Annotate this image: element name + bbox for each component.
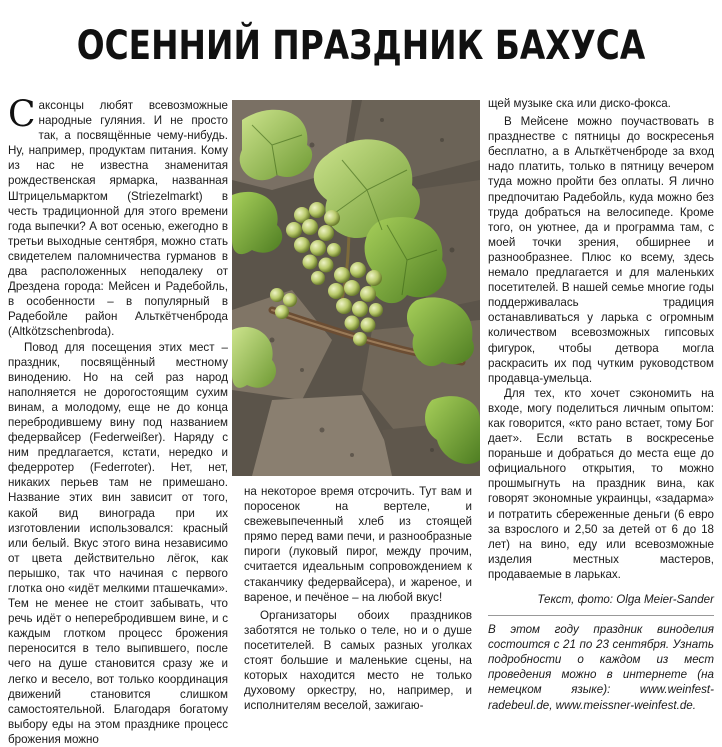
drop-cap: С [8,100,36,130]
paragraph: на некоторое время отсрочить. Тут вам и поросенок на вертеле, и свежевыпеченный хлеб из стоящей прямо перед вами печи, и разнообразные пироги (луковый пирог, между прочим, считается идеальным сопровождением к стаканчику федервайсера), и жареное, и вареное, и печёное – на любой вкус! [244,484,472,605]
article-column-2 [244,484,472,706]
article-title: ОСЕННИЙ ПРАЗДНИК БАХУСА [65,22,657,70]
paragraph-text: аксонцы любят всевозможные народные гуляния. И не просто так, а посвящённые чему-нибудь. Ну, например, продуктам питания. Кому из нас не известна знаменитая рождественская ярмарка, названная Штрицельмарктом (Striezelmarkt) в честь традиционной для этого времени года выпечки? А вот осенью, ежегодно в третьи выходные сентября, можно стать свидетелем паломничества гурманов в два расположенных неподалеку от Дрездена города: Мейсен и Радебойль, в особенности – в популярный в Радебойле район Альткётченброда (Altkötzschenbroda). [8,99,228,338]
article-column-1 [8,98,228,704]
event-info-note: В этом году праздник виноделия состоится с 21 по 23 сентября. Узнать подробности о каждом из мест проведения можно в интернете (на немецком языке): www.weinfest-radebeul.de, www.meissner-weinfest.de. [488,622,714,713]
paragraph: Организаторы обоих праздников заботятся не только о теле, но и о душе посетителей. В самых разных уголках стоят большие и маленькие сцены, на которых находится место не только духовому оркестру, но, например, и исполнителям веселой, зажигаю- [244,608,472,714]
paragraph [8,98,228,340]
paragraph: Повод для посещения этих мест – праздник, посвящённый местному винодению. Но на сей раз народ наполняется не дорогостоящим сухим винам, а молодому, еще не до конца перебродившему вину под названием федервайсер (Federweißer). Наряду с ним предлагается, кстати, нередко и федерротер (Federroter). Нет, нет, никаких перьев там не примешано. Название этих вин зависит от того, какой вид винограда при их изготовлении использовался: красный или белый. Вкус этого вина независимо от цвета действительно лёгок, как перышко, так что начиная с первого глотка оно «идёт мелкими пташечками». Тем не менее не стоит забывать, что речь идёт о неперебродившем вине, и с каждым глотком процесс брожения переносится в тело выпившего, после чего на душе становится сразу же и легко и весело, вот только координация движений становится слишком самостоятельной. Благодаря богатому выбору еды на этом празднике процесс брожения можно [8,340,228,747]
grapevine-image [232,100,480,476]
paragraph: В Мейсене можно поучаствовать в празднестве с пятницы до воскресенья бесплатно, а в Альткётченброде за вход надо платить, только в пятницу вечером туда можно пройти без оплаты. Я лично предпочитаю Радебойль, куда можно без труда добраться на велосипеде. Кроме того, он уютнее, да и программа там, с моей точки зрения, обширнее и разнообразнее. Плюс ко всему, здесь немало предлагается и для маленьких посетителей. В нашей семье многие годы поддерживалась традиция останавливаться у ларька с огромным количеством всевозможных гипсовых фигурок, чтобы детвора могла раскрасить их под чутким руководством продавца-умельца. [488,114,714,386]
divider [488,615,714,616]
author-credit: Текст, фото: Olga Meier-Sander [488,592,714,607]
paragraph: щей музыке ска или диско-фокса. [488,96,714,111]
paragraph: Для тех, кто хочет сэкономить на входе, могу поделиться личным опытом: как говорится, «кто рано встает, тому Бог дает». Если встать в воскресенье пораньше и добраться до места еще до официального открытия, то можно прошмыгнуть на праздник вина, как говорят экономные украинцы, «задарма» и потратить сбереженные деньги (6 евро за взрослого и 2,50 за детей от 6 до 18 лет) на вино, еду или всевозможные изделия местных мастеров, продаваемые в ларьках. [488,386,714,582]
grapes-photo [232,100,480,476]
article-column-3 [488,96,714,708]
